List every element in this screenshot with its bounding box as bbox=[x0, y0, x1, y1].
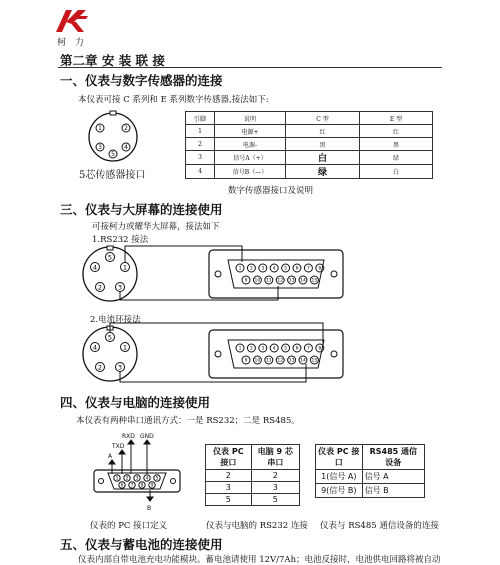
table-cell: 绿 bbox=[286, 165, 360, 179]
table-cell: 红 bbox=[360, 125, 433, 138]
table-cell: 3 bbox=[186, 151, 215, 165]
table-cell: RS485 通信 设备 bbox=[362, 445, 424, 470]
table-cell: 1(信号 A) bbox=[316, 470, 363, 484]
svg-text:3: 3 bbox=[117, 363, 123, 372]
rs232-subtitle: 1.RS232 接法 bbox=[92, 235, 149, 245]
connector-pin-label: 11 bbox=[265, 358, 272, 364]
table-cell: 信号A（+） bbox=[215, 151, 286, 165]
table-caption: 数字传感器接口及说明 bbox=[228, 186, 314, 196]
table-cell: 白 bbox=[360, 165, 433, 179]
table-cell: 电源+ bbox=[215, 125, 286, 138]
connector-pin-label: 5 bbox=[111, 151, 115, 158]
connector-pin-label: 2 bbox=[125, 476, 129, 482]
connector-pin-label: 13 bbox=[288, 278, 295, 284]
table-cell: 3 bbox=[206, 482, 252, 494]
table-cell: 白 bbox=[286, 151, 360, 165]
svg-text:2: 2 bbox=[97, 283, 103, 292]
table-row bbox=[186, 151, 433, 165]
title-rule bbox=[58, 67, 442, 68]
current-loop-subtitle: 2.电流环接法 bbox=[90, 315, 141, 325]
section1-title: 一、仪表与数字传感器的连接 bbox=[60, 73, 223, 88]
table-cell: 绿 bbox=[360, 151, 433, 165]
table-cell: 仪表 PC 接口 bbox=[316, 445, 363, 470]
connector-pin-label: 1 bbox=[238, 346, 242, 352]
connector-label: 5芯传感器接口 bbox=[79, 170, 146, 181]
table-cell: 黑 bbox=[360, 138, 433, 151]
rxd-label: RXD bbox=[122, 433, 135, 440]
connector-pin-label: 5 bbox=[284, 266, 288, 272]
b-label: B bbox=[147, 505, 152, 512]
table-row bbox=[316, 484, 425, 498]
chapter-title: 第二章 安 装 联 接 bbox=[60, 53, 165, 68]
table-cell: 2 bbox=[186, 138, 215, 151]
table-cell: 仪表 PC 接口 bbox=[206, 445, 252, 470]
connector-pin-label: 3 bbox=[261, 266, 265, 272]
db9-pc-interface-diagram bbox=[92, 430, 192, 514]
table-cell: 3 bbox=[251, 482, 299, 494]
txd-label: TXD bbox=[112, 443, 125, 450]
connector-pin-label: 9 bbox=[244, 358, 248, 364]
connector-pin-label: 6 bbox=[295, 346, 299, 352]
table-row bbox=[206, 470, 300, 482]
connector-pin-label: 7 bbox=[130, 483, 134, 489]
connector-pin-label: 4 bbox=[272, 346, 276, 352]
connector-pin-label: 8 bbox=[318, 346, 322, 352]
table-cell: 5 bbox=[251, 494, 299, 506]
section4-intro: 本仪表有两种串口通讯方式：一是 RS232；二是 RS485。 bbox=[76, 416, 300, 426]
table-cell: 信号 B bbox=[362, 484, 424, 498]
connector-pin-label: 6 bbox=[120, 483, 124, 489]
connector-pin-label: 7 bbox=[306, 346, 310, 352]
table-row bbox=[206, 482, 300, 494]
table-cell: E 型 bbox=[360, 112, 433, 125]
logo-text: 柯 力 bbox=[57, 38, 87, 48]
table-cell: 红 bbox=[286, 125, 360, 138]
section5-intro: 仪表内部自带电池充电功能模块。蓄电池请使用 12V/7Ah；电池反接时，电池供电回路将被自动 bbox=[78, 555, 441, 565]
connector-pin-label: 1 bbox=[115, 476, 119, 482]
section1-intro: 本仪表可接 C 系列和 E 系列数字传感器,接法如下: bbox=[78, 95, 269, 105]
svg-text:1: 1 bbox=[122, 263, 128, 272]
rs232-connection-table bbox=[205, 444, 300, 506]
connector-pin-label: 1 bbox=[238, 266, 242, 272]
connector-pin-label: 15 bbox=[311, 358, 318, 364]
table-cell: 5 bbox=[206, 494, 252, 506]
table-row bbox=[186, 165, 433, 179]
table-cell: 1 bbox=[186, 125, 215, 138]
a-label: A bbox=[108, 453, 113, 460]
connector-pin-label: 4 bbox=[145, 476, 149, 482]
connector-pin-label: 7 bbox=[306, 266, 310, 272]
table-cell: 黑 bbox=[286, 138, 360, 151]
section3-intro: 可接柯力或耀华大屏幕，接法如下 bbox=[92, 222, 220, 232]
connector-pin-label: 3 bbox=[261, 346, 265, 352]
svg-text:3: 3 bbox=[117, 283, 123, 292]
section5-title: 五、仪表与蓄电池的连接使用 bbox=[60, 537, 223, 552]
connector-pin-label: 3 bbox=[135, 476, 139, 482]
table-cell: 信号B（—） bbox=[215, 165, 286, 179]
sensor-pin-table bbox=[185, 111, 433, 179]
connector-pin-label: 12 bbox=[277, 358, 284, 364]
gnd-label: GND bbox=[140, 433, 154, 440]
table-cell: 电源- bbox=[215, 138, 286, 151]
connector-pin-label: 14 bbox=[300, 278, 306, 284]
rs232-wiring-diagram bbox=[78, 242, 348, 304]
svg-text:2: 2 bbox=[97, 363, 103, 372]
connector-pin-label: 4 bbox=[124, 144, 128, 151]
svg-text:5: 5 bbox=[107, 333, 113, 342]
table-cell: 2 bbox=[206, 470, 252, 482]
svg-text:4: 4 bbox=[92, 263, 98, 272]
table-cell: 电脑 9 芯 串口 bbox=[251, 445, 299, 470]
connector-pin-label: 13 bbox=[288, 358, 295, 364]
table-cell: C 型 bbox=[286, 112, 360, 125]
table-header-row bbox=[316, 445, 425, 470]
current-loop-wiring-diagram bbox=[78, 320, 348, 386]
table-header-row bbox=[186, 112, 433, 125]
rs232-caption: 仪表与电脑的 RS232 连接 bbox=[206, 521, 308, 531]
pc-interface-caption: 仪表的 PC 接口定义 bbox=[90, 521, 168, 531]
connector-pin-label: 3 bbox=[98, 144, 102, 151]
connector-pin-label: 14 bbox=[300, 358, 306, 364]
connector-pin-label: 6 bbox=[295, 266, 299, 272]
rs485-caption: 仪表与 RS485 通信设备的连接 bbox=[320, 521, 439, 531]
section4-title: 四、仪表与电脑的连接使用 bbox=[60, 395, 211, 410]
table-row bbox=[316, 470, 425, 484]
connector-pin-label: 5 bbox=[155, 476, 159, 482]
table-row bbox=[186, 138, 433, 151]
connector-pin-label: 5 bbox=[284, 346, 288, 352]
table-cell: 说明 bbox=[215, 112, 286, 125]
five-pin-connector-diagram bbox=[86, 110, 140, 164]
connector-pin-label: 10 bbox=[254, 358, 261, 364]
svg-text:1: 1 bbox=[122, 343, 128, 352]
company-logo bbox=[54, 8, 90, 34]
section3-title: 三、仪表与大屏幕的连接使用 bbox=[60, 202, 223, 217]
table-row bbox=[206, 494, 300, 506]
connector-pin-label: 11 bbox=[265, 278, 272, 284]
svg-text:4: 4 bbox=[92, 343, 98, 352]
connector-pin-label: 2 bbox=[249, 346, 253, 352]
table-cell: 4 bbox=[186, 165, 215, 179]
connector-pin-label: 15 bbox=[311, 278, 318, 284]
connector-pin-label: 9 bbox=[244, 278, 248, 284]
svg-text:5: 5 bbox=[107, 253, 113, 262]
connector-pin-label: 8 bbox=[140, 483, 144, 489]
connector-pin-label: 10 bbox=[254, 278, 261, 284]
table-header-row bbox=[206, 445, 300, 470]
table-cell: 2 bbox=[251, 470, 299, 482]
rs485-connection-table bbox=[315, 444, 425, 498]
table-row bbox=[186, 125, 433, 138]
connector-pin-label: 2 bbox=[249, 266, 253, 272]
connector-pin-label: 2 bbox=[124, 125, 128, 132]
connector-pin-label: 1 bbox=[98, 125, 102, 132]
connector-pin-label: 8 bbox=[318, 266, 322, 272]
table-cell: 9(信号 B) bbox=[316, 484, 363, 498]
connector-pin-label: 4 bbox=[272, 266, 276, 272]
connector-pin-label: 9 bbox=[150, 483, 154, 489]
table-cell: 引脚 bbox=[186, 112, 215, 125]
table-cell: 信号 A bbox=[362, 470, 424, 484]
connector-pin-label: 12 bbox=[277, 278, 284, 284]
